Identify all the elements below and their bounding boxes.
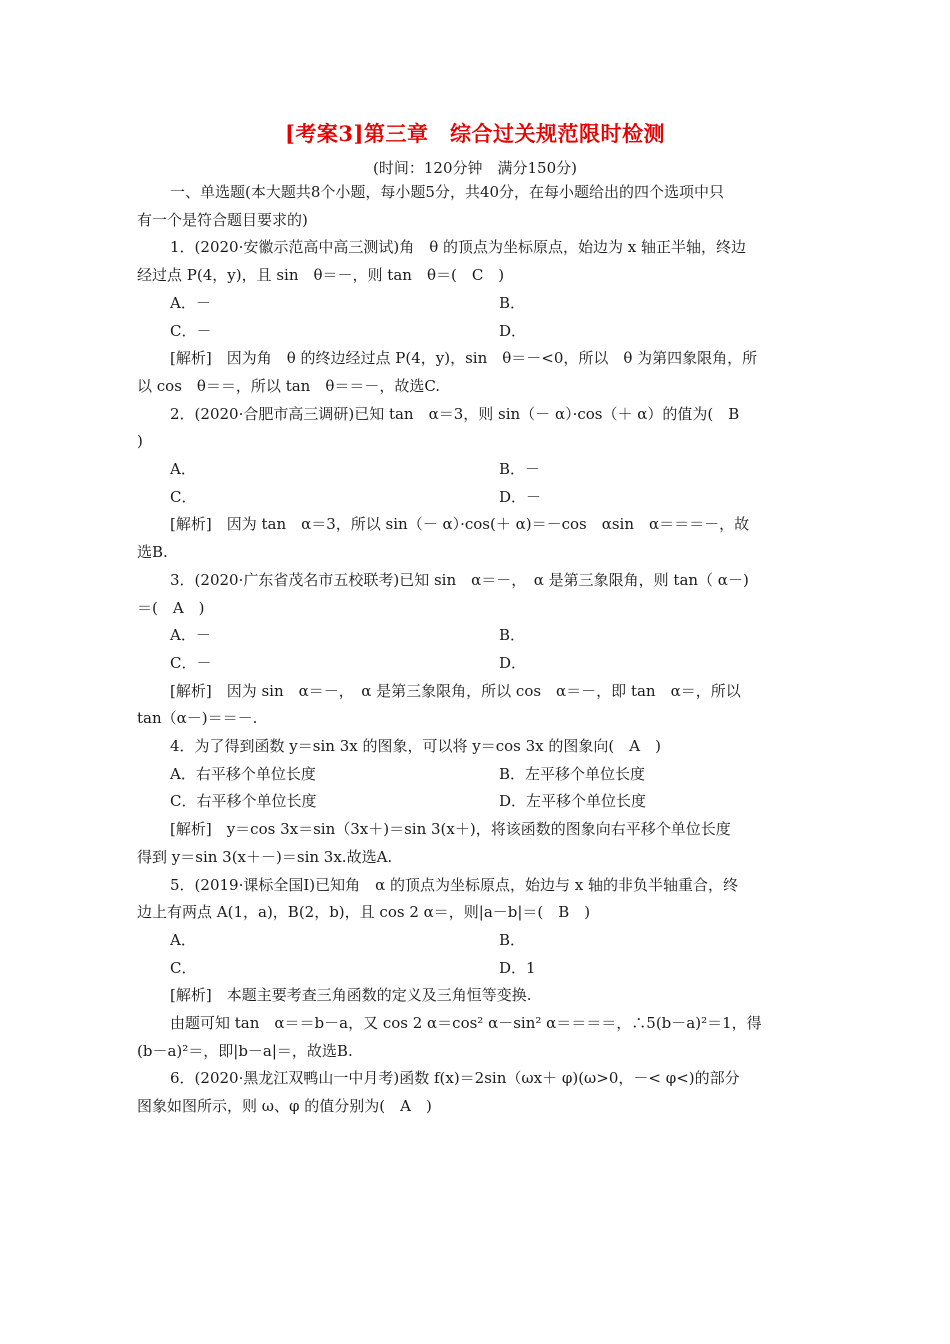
option-left: A．右平移个单位长度 [170, 764, 316, 783]
text-line: 2．(2020·合肥市高三调研)已知 tan α＝3，则 sin（－ α）·cos（＋ α）的值为( B [170, 404, 740, 423]
option-left: C．右平移个单位长度 [170, 792, 317, 811]
option-left: A． [170, 460, 196, 478]
text-line: 图象如图所示，则 ω、φ 的值分别为( A ) [137, 1097, 432, 1116]
text-line: [解析] 因为 sin α＝－， α 是第三象限角，所以 cos α＝－，即 tan α＝，所以 [170, 681, 741, 700]
option-row [170, 653, 850, 673]
text-line: 5．(2019·课标全国Ⅰ)已知角 α 的顶点为坐标原点，始边与 x 轴的非负半轴重合，终 [170, 875, 739, 894]
option-right: D． [499, 321, 527, 340]
text-line: ) [137, 432, 143, 451]
option-left: C．－ [170, 653, 212, 672]
text-line: 得到 y＝sin 3(x＋－)＝sin 3x.故选A. [137, 847, 393, 866]
text-line: [解析] 本题主要考查三角函数的定义及三角恒等变换. [170, 986, 532, 1005]
option-right: B． [499, 293, 526, 312]
option-right: B． [499, 626, 526, 645]
option-left: A．－ [170, 626, 211, 645]
option-left: A． [170, 930, 196, 949]
option-row [170, 930, 850, 950]
option-right: B．左平移个单位长度 [499, 764, 646, 783]
option-row [170, 459, 850, 479]
option-row [170, 321, 850, 341]
text-line: 以 cos θ＝＝，所以 tan θ＝＝－，故选C. [137, 376, 441, 395]
text-line: 边上有两点 A(1，a)，B(2，b)，且 cos 2 α＝，则|a－b|＝( B ) [137, 903, 591, 922]
text-line: 1．(2020·安徽示范高中高三测试)角 θ 的顶点为坐标原点，始边为 x 轴正半轴，终边 [170, 238, 746, 257]
text-line: 6．(2020·黑龙江双鸭山一中月考)函数 f(x)＝2sin（ωx＋ φ)(ω>0，－< φ<)的部分 [170, 1069, 740, 1088]
option-right: D． [499, 653, 527, 672]
text-line: 有一个是符合题目要求的) [137, 210, 308, 229]
option-row [170, 625, 850, 645]
text-line: [解析] 因为 tan α＝3，所以 sin（－ α）·cos(＋ α)＝－cos αsin α＝＝＝－，故 [170, 515, 750, 534]
text-line: 选B. [137, 543, 168, 562]
text-line: 一、单选题(本大题共8个小题，每小题5分，共40分，在每小题给出的四个选项中只 [170, 183, 725, 201]
text-line: [解析] y＝cos 3x＝sin（3x＋)＝sin 3(x＋)，将该函数的图象向右平移个单位长度 [170, 820, 731, 839]
text-line: tan（α－)＝＝－. [137, 709, 258, 728]
option-right: B． [499, 930, 526, 949]
option-row [170, 487, 850, 507]
option-left: C． [170, 958, 197, 977]
option-right: D．1 [499, 958, 536, 977]
page-title: [考案3]第三章 综合过关规范限时检测 [285, 121, 665, 146]
text-line: 4．为了得到函数 y＝sin 3x 的图象，可以将 y＝cos 3x 的图象向( A ) [170, 737, 661, 755]
option-left: C． [170, 487, 197, 506]
exam-info: (时间：120分钟 满分150分) [373, 159, 577, 177]
text-line: [解析] 因为角 θ 的终边经过点 P(4，y)，sin θ＝－<0，所以 θ 为第四象限角，所 [170, 349, 758, 368]
text-line: 由题可知 tan α＝＝b－a，又 cos 2 α＝cos² α－sin² α＝＝＝＝，∴5(b－a)²＝1，得 [170, 1014, 762, 1032]
text-line: 3．(2020·广东省茂名市五校联考)已知 sin α＝－， α 是第三象限角，则 tan（ α－) [170, 570, 749, 589]
option-row [170, 764, 850, 784]
text-line: 经过点 P(4，y)，且 sin θ＝－，则 tan θ＝( C ) [137, 266, 505, 285]
option-right: B．－ [499, 460, 541, 478]
text-line: (b－a)²＝，即|b－a|＝，故选B. [137, 1041, 353, 1060]
option-row [170, 791, 850, 811]
option-left: A．－ [170, 293, 211, 312]
text-line: ＝( A ) [137, 598, 205, 617]
option-right: D．左平移个单位长度 [499, 792, 647, 811]
option-right: D．－ [499, 487, 542, 506]
option-row [170, 293, 850, 313]
option-left: C．－ [170, 321, 212, 340]
option-row [170, 958, 850, 978]
